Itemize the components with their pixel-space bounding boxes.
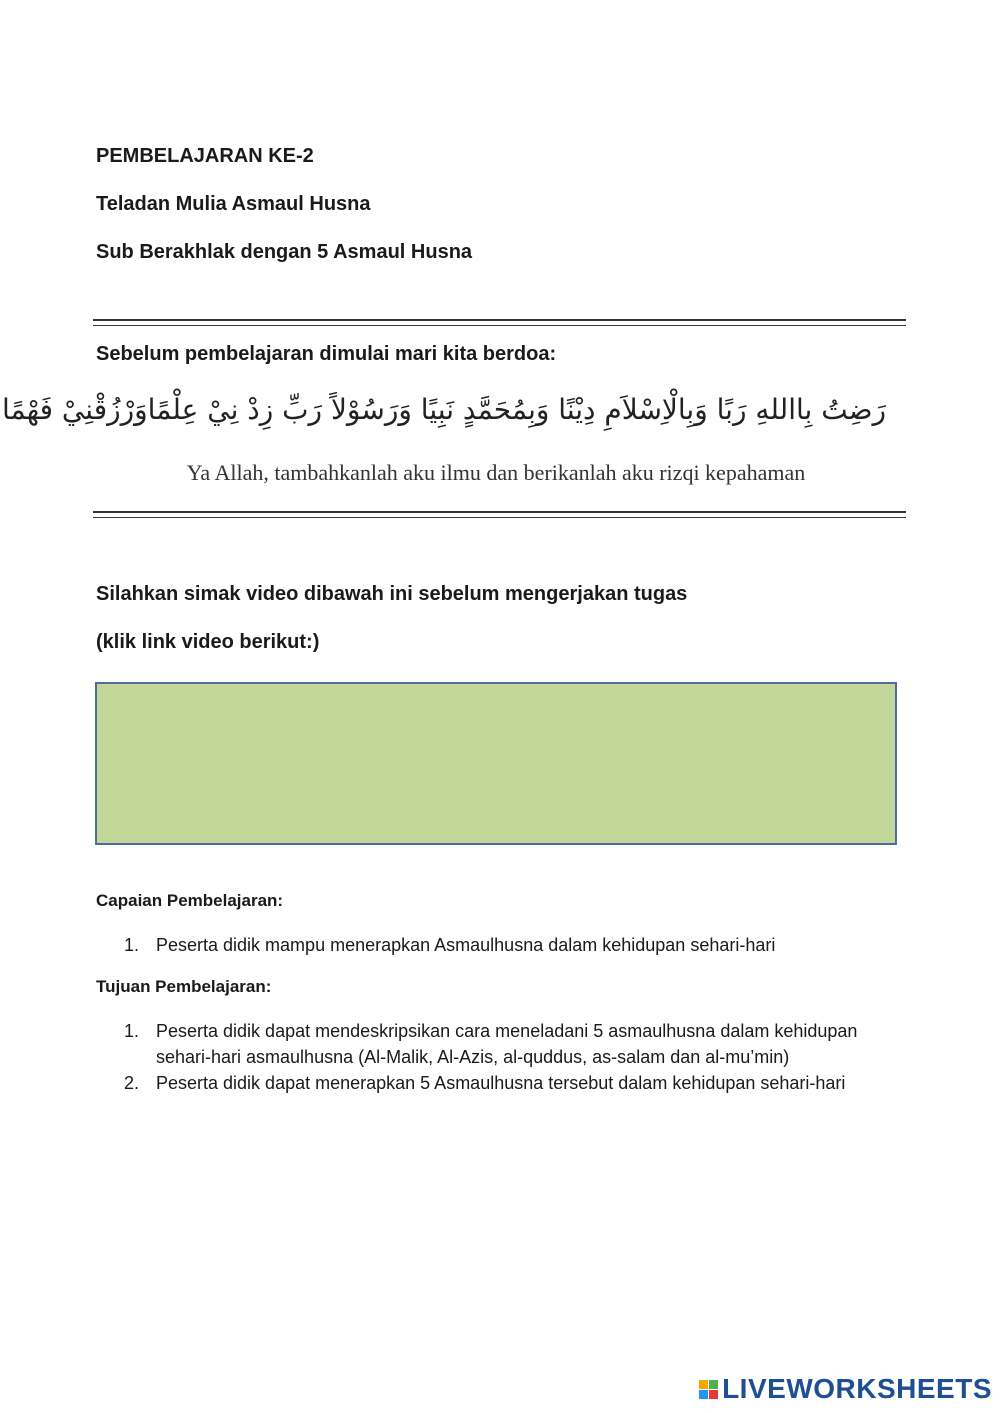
video-link-hint: (klik link video berikut:) (96, 631, 320, 653)
list-text: Peserta didik mampu menerapkan Asmaulhusna dalam kehidupan sehari-hari (156, 935, 776, 955)
list-number: 1. (124, 935, 140, 955)
logo-square (699, 1390, 708, 1399)
list-item (96, 932, 896, 958)
bottom-divider (93, 511, 906, 518)
prayer-translation: Ya Allah, tambahkanlah aku ilmu dan berikanlah aku rizqi kepahaman (186, 460, 806, 485)
list-number: 2. (124, 1073, 140, 1093)
lesson-subtitle: Sub Berakhlak dengan 5 Asmaul Husna (96, 241, 473, 263)
logo-square (709, 1390, 718, 1399)
lesson-number: PEMBELAJARAN KE-2 (96, 145, 314, 167)
logo-square (699, 1380, 708, 1389)
liveworksheets-logo (699, 1371, 992, 1407)
list-text: Peserta didik dapat mendeskripsikan cara meneladani 5 asmaulhusna dalam kehidupan sehari-hari asmaulhusna (Al-Malik, Al-Azis, al-quddus, as-salam dan al-mu’min) (156, 1021, 858, 1067)
video-instruction: Silahkan simak video dibawah ini sebelum mengerjakan tugas (96, 583, 688, 605)
capaian-list (96, 932, 896, 958)
capaian-title: Capaian Pembelajaran: (96, 891, 284, 910)
prayer-arabic-text: رَضِتُ بِااللهِ رَبًا وَبِالْاِسْلاَمِ دِيْنًا وَبِمُحَمَّدٍ نَبِيًا وَرَسُوْلاً رَبِّ زِدْ نِيْ عِلْمًاوَرْزُقْنِيْ فَهْمًا (2, 393, 886, 426)
tujuan-list (96, 1018, 896, 1096)
lesson-title: Teladan Mulia Asmaul Husna (96, 193, 371, 215)
list-item (96, 1018, 896, 1070)
list-item (96, 1070, 896, 1096)
list-number: 1. (124, 1021, 140, 1041)
top-divider (93, 319, 906, 326)
video-embed-box[interactable] (95, 682, 897, 845)
list-text: Peserta didik dapat menerapkan 5 Asmaulhusna tersebut dalam kehidupan sehari-hari (156, 1073, 846, 1093)
logo-square (709, 1380, 718, 1389)
logo-text: LIVEWORKSHEETS (722, 1373, 992, 1404)
logo-mark-icon (699, 1380, 718, 1399)
prayer-heading: Sebelum pembelajaran dimulai mari kita berdoa: (96, 343, 557, 365)
tujuan-title: Tujuan Pembelajaran: (96, 977, 272, 996)
